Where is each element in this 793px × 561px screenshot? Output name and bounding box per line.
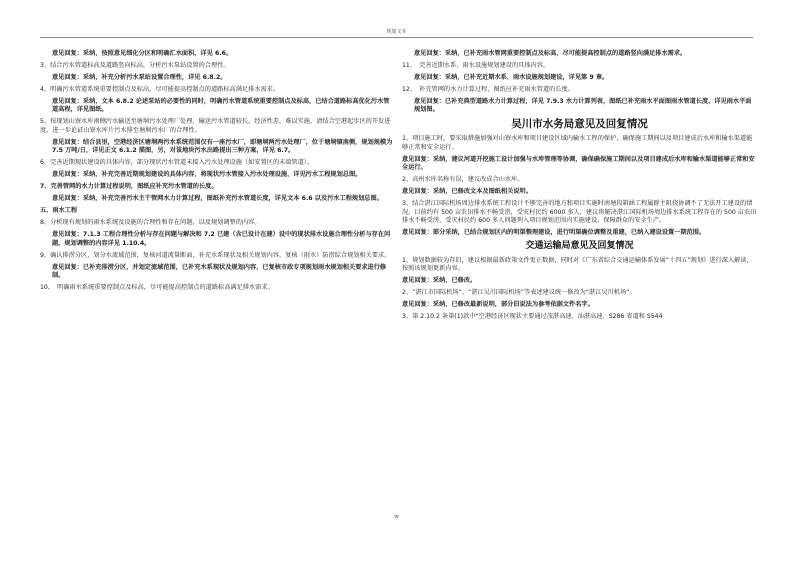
- comment-paragraph: 1、规划数据较为存旧，建议根据最新政策文件更正数据，同时对《广东省综合交通运输体系发展“十四五”规划》进行深入解读，按照该规划更新内容。: [402, 257, 753, 273]
- comment-paragraph: 4、明确污水管道系统重要控制点及标高，尽可能提高控制点的道路标高满足排水需求。: [40, 86, 280, 93]
- reply-paragraph: 意见回复：采纳，按照意见细化分区和明确汇水面积，详见 6.6。: [52, 50, 233, 57]
- reply-paragraph: 意见回复：采纳，已修改最新说明，部分旧说法为参考依据文件名字。: [402, 301, 594, 309]
- reply-paragraph: 意见回复：采纳，补充分析污水泵站设置合理性，详见 6.8.2。: [52, 74, 227, 81]
- reply-paragraph: 意见回复：已补充典型道路水力计算过程，详见 7.9.3 水力计算列表，图纸已补充雨水平面图雨水管道长度，详见雨水平面规划图。: [414, 98, 752, 114]
- reply-paragraph: 意见回复：采纳，建议河道开挖施工设计加强与水库管理等协调，确保确保施工期间以及项目建成后水库和输水渠道能够正常和安全运行。: [402, 155, 755, 172]
- reply-paragraph: 意见回复：已补充排涝分区，并划定流域范围，已补充水系现状及规划内容，已复核市政专项规划雨水规划相关要求进行修制。: [52, 263, 387, 280]
- comment-paragraph: 2、“湛江市国际机场”、“湛江吴川国际机场”等表述建议统一修改为“湛江吴川机场”。: [402, 289, 636, 297]
- reply-paragraph: 意见回复：采纳，已补充雨水管网重要控制点及标高，尽可能提高控制点的道路竖向满足排水需求。: [414, 50, 687, 57]
- reply-paragraph: 意见回复：采纳，补充完善污水主干管网水力计算过程，图纸补充污水管道长度，详见文本 6.6 以及污水工程规划总图。: [52, 195, 383, 203]
- reply-paragraph: 意见回复：7.1.3 工程合理性分析与存在问题与解决和 7.2 已建（含已设计在建）设中的现状排水设施合理性分析与存在问题，规划调整的内容详见 1.10.4。: [52, 231, 391, 247]
- water-bureau-block: [402, 135, 757, 237]
- page-number: iv: [394, 514, 399, 520]
- comment-paragraph: 6、完善近期现状建设的具体内容，部分现状污水管道未接入污水处理设施（如安置区的末端管道）。: [40, 159, 314, 167]
- reply-paragraph: 意见回复：采纳，文本 6.8.2 论述泵站的必要性的同时，明确污水管道系统重要控制点及标高，已结合道路标高优化污水管道高程，详见图纸。: [52, 98, 390, 114]
- reply-paragraph: 意见回复：采纳，已修改。: [402, 277, 477, 285]
- comment-paragraph: 3、结合湛江国际机场周边排水系统工程设计不够完善的地方和项目实施时南塘段箱涵工程属群主阻挠协调不了无法开工建设的情况，目前约有 500 亩农田排水不畅受涝，受灾村民约 6000 多人，建议将解决湛江国际机场周边排水系统工程存在的 500 亩农田排水不畅受涝，受灾村民约 600 多人问题列入项目规划范围内实施建设，保障群众的安全生产。: [402, 200, 757, 225]
- left-column: [40, 50, 395, 296]
- comment-paragraph: 10、 明确雨水系统重要控制点及标高，尽可能提高控制点的道路标高满足排水需求。: [40, 284, 274, 292]
- comment-paragraph: 12、 补充管网的水力计算过程，图纸应补充雨水管道的长度。: [402, 86, 574, 93]
- comment-paragraph: 8、分析现有规划的雨水系统及设施的合理性和存在问题，以及规划调整的内容。: [40, 219, 261, 227]
- section-title-water-bureau: 吴川市水务局意见及回复情况: [511, 118, 648, 131]
- comment-paragraph: 1、项目施工时，要采取措施加强对山寮水库和项目建设区域内输水工程的保护，确保施工期间以及项目建成后水库和输水渠道能够正常和安全运行。: [402, 135, 753, 151]
- reply-paragraph: 意见回复：采纳，补充完善近期规划建设的具体内容，将现状污水管接入污水处理设施，详见污水工程规划总图。: [52, 171, 362, 179]
- header-divider: [40, 37, 753, 38]
- comment-paragraph: 3、第 2.10.2 条第(1)款中“空港经济区现状主要通过茂湛高速、汕湛高速、S286 省道和 S544: [402, 313, 663, 321]
- reply-paragraph: 意见回复：采纳，已补充近期水系、雨水设施规划建设，详见第 9 章。: [414, 74, 609, 81]
- reply-paragraph: 意见回复：采纳，已修改文本及图纸相关说明。: [402, 188, 532, 196]
- reply-paragraph: 意见回复：部分采纳，已结合规划区内的明渠整理建设，进行明渠确位调整及重建，已纳入建设设置一期范围。: [402, 229, 706, 237]
- page-header-title: 规划文本: [386, 29, 407, 35]
- reply-paragraph: 意见回复：结合县里，空港经济区塘垌两污水系统范围仅有一座污水厂，即塘垌两污水处理厂，位于塘垌镇南侧，规划规模为 7.5 万吨/日，详见正文 6.1.2 描图，另，对该地块污水出路提出三种方案，详见 6.7。: [52, 138, 393, 155]
- comment-paragraph: 11、 完善近期水系、雨水设施规划建设的具体内容。: [402, 62, 550, 69]
- comment-paragraph: 9、确认排涝分区，划分水流域范围，复核河道流量断面，补充水系现状及相关规划内容，复核（雨水）防涝综合规划相关要求。: [40, 251, 391, 259]
- transport-bureau-block: [402, 257, 757, 322]
- comment-paragraph: 5、按现划山寮水库南侧污水输送至塘垌污水处理厂处理，输送污水管道较长，经济性差，难以实施，请结合空港起步区的开发进度，进一步论证山寮水库片污水排至塘垌污水厂的合理性。: [40, 118, 391, 134]
- reply-paragraph: 7、完善管网的水力计算过程说明，图纸应补充污水管道的长度。: [40, 183, 218, 191]
- right-column: [402, 50, 757, 325]
- section-title-transport-bureau: 交通运输局意见及回复情况: [525, 241, 634, 252]
- section-heading: 五、雨水工程: [40, 207, 78, 215]
- right-top-block: [402, 50, 757, 115]
- comment-paragraph: 3、结合污水管道标高及道路竖向标高，分析污水泵站设置的合理性。: [40, 62, 230, 69]
- comment-paragraph: 2、高州水库名称有误，建议改成合山水库。: [402, 176, 524, 184]
